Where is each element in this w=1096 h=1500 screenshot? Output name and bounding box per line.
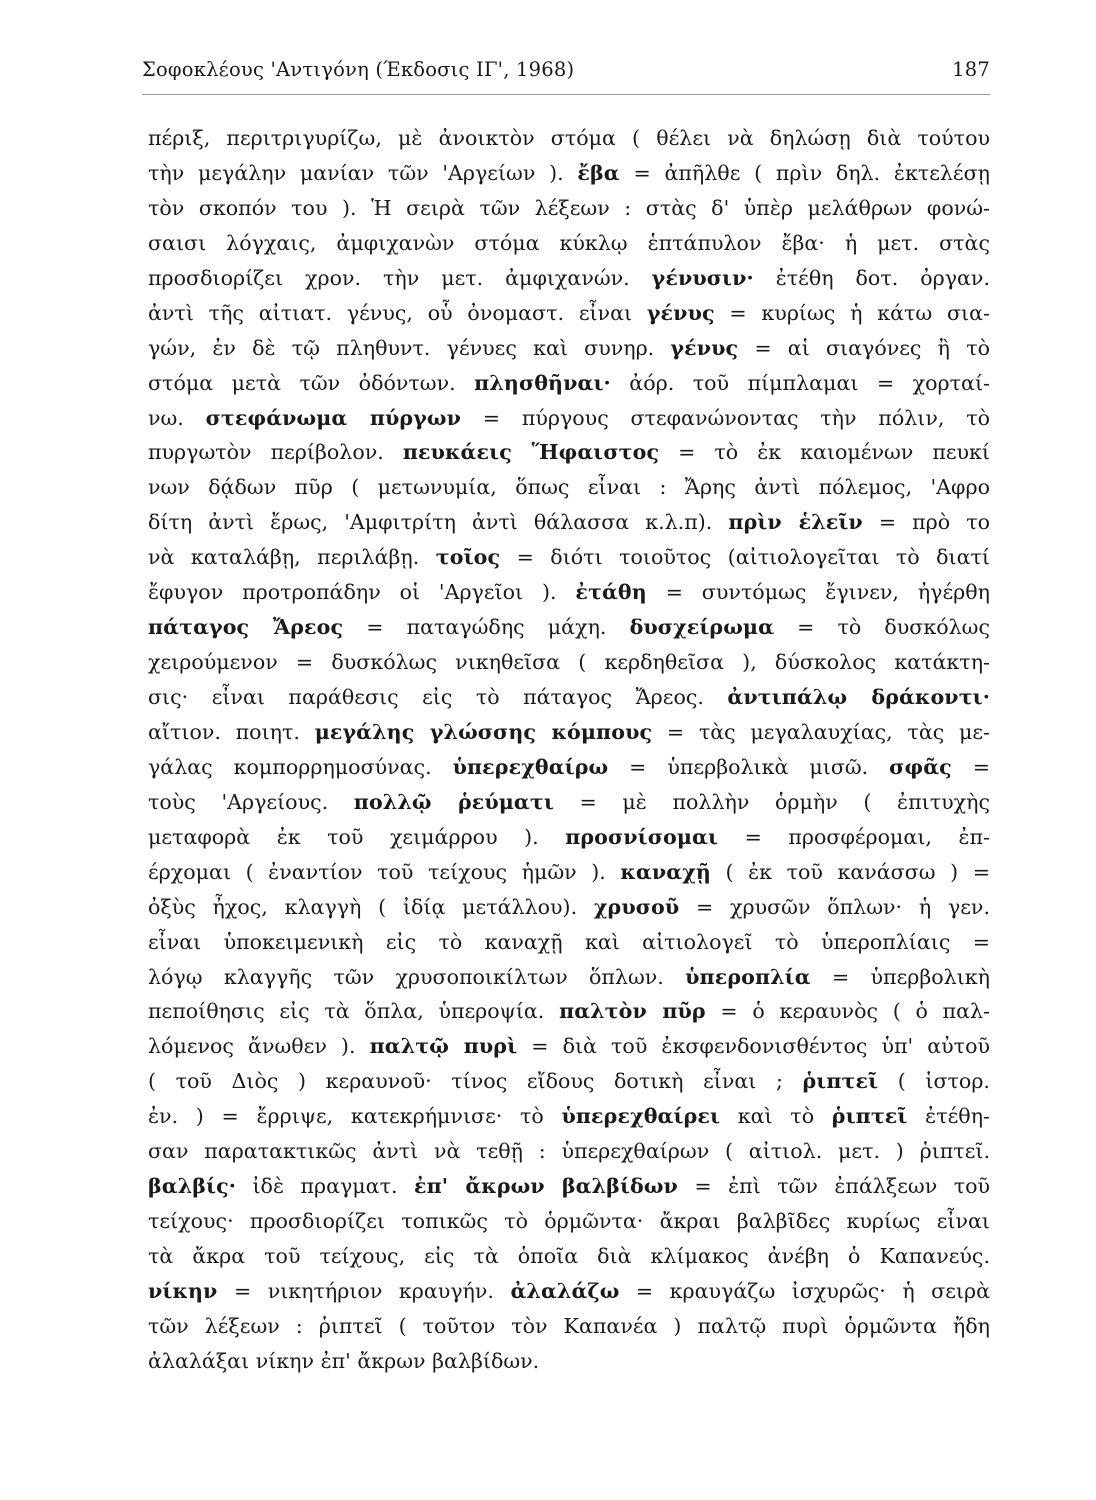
text-line (148, 855, 990, 890)
commentary-run: καὶ τὸ (720, 1104, 832, 1129)
commentary-run: ἰδὲ πραγματ. (236, 1174, 414, 1199)
lemma-term: πευκάεις Ἥφαιστος (402, 440, 660, 465)
commentary-run: = αἱ σιαγόνες ἢ τὸ (738, 335, 990, 360)
commentary-run: λόμενος ἄνωθεν ). (148, 1034, 370, 1059)
lemma-term: γένυσιν· (651, 265, 754, 290)
lemma-term: ὑπερεχθαίρω (452, 754, 609, 779)
text-line (148, 1204, 990, 1239)
commentary-run: = κραυγάζω ἰσχυρῶς· ἡ σειρὰ (619, 1278, 990, 1303)
lemma-term: γένυς (670, 335, 739, 360)
text-line (148, 540, 990, 575)
commentary-run: τείχους· προσδιορίζει τοπικῶς τὸ ὁρμῶντα· ἄκραι βαλβῖδες κυρίως εἶναι (148, 1209, 990, 1234)
text-line (148, 1029, 990, 1064)
commentary-run: ἐτέθη δοτ. ὀργαν. (753, 265, 990, 290)
commentary-run: νὰ καταλάβῃ, περιλάβῃ. (148, 545, 436, 570)
text-line (148, 925, 990, 960)
text-line (148, 435, 990, 470)
commentary-run: ἀντὶ τῆς αἰτιατ. γένυς, οὗ ὀνομαστ. εἶναι (148, 300, 647, 325)
text-line (148, 261, 990, 296)
lemma-term: πρὶν ἑλεῖν (728, 510, 863, 535)
text-line (148, 156, 990, 191)
commentary-run: ὀξὺς ἦχος, κλαγγὴ ( ἰδίᾳ μετάλλου). (148, 894, 594, 919)
commentary-run: = κυρίως ἡ κάτω σια- (714, 300, 991, 325)
commentary-run: ( ἐκ τοῦ κανάσσω ) = (710, 859, 990, 884)
text-line (148, 820, 990, 855)
commentary-run: ἀλαλάξαι νίκην ἐπ' ἄκρων βαλβίδων. (148, 1348, 540, 1373)
commentary-run: πέριξ, περιτριγυρίζω, μὲ ἀνοικτὸν στόμα ( θέλει νὰ δηλώσῃ διὰ τούτου (148, 126, 990, 150)
lemma-term: δυσχείρωμα (629, 615, 775, 640)
lemma-term: γένυς (646, 300, 715, 325)
lemma-term: ῥιπτεῖ (802, 1069, 879, 1094)
lemma-term: ἐτάθη (575, 580, 647, 605)
lemma-term: βαλβίς· (148, 1174, 237, 1199)
lemma-term: χρυσοῦ (593, 894, 680, 919)
commentary-text (148, 121, 990, 1379)
commentary-run: = χρυσῶν ὅπλων· ἡ γεν. (679, 894, 990, 919)
lemma-term: ἀλαλάζω (510, 1278, 620, 1303)
text-line (148, 1309, 990, 1344)
text-line (148, 1134, 990, 1169)
commentary-run: τὰ ἄκρα τοῦ τείχους, εἰς τὰ ὁποῖα διὰ κλίμακος ἀνέβη ὁ Καπανεύς. (148, 1244, 990, 1268)
commentary-run: μεταφορὰ ἐκ τοῦ χειμάρρου ). (148, 824, 566, 849)
commentary-run: γάλας κομπορρημοσύνας. (148, 754, 453, 779)
lemma-term: ἀντιπάλῳ δράκοντι· (727, 685, 990, 709)
page-number: 187 (952, 58, 990, 81)
commentary-run: ( τοῦ Διὸς ) κεραυνοῦ· τίνος εἴδους δοτικὴ εἶναι ; (148, 1069, 803, 1094)
commentary-run: σις· εἶναι παράθεσις εἰς τὸ πάταγος Ἄρεος. (148, 685, 728, 709)
commentary-run: χειρούμενον = δυσκόλως νικηθεῖσα ( κερδηθεῖσα ), δύσκολος κατάκτη- (148, 650, 990, 675)
text-line (148, 994, 990, 1029)
commentary-run: έρχομαι ( ἐναντίον τοῦ τείχους ἡμῶν ). (148, 859, 621, 884)
text-line (148, 610, 990, 645)
text-line (148, 366, 990, 401)
commentary-run: λόγῳ κλαγγῆς τῶν χρυσοποικίλτων ὅπλων. (148, 964, 686, 989)
lemma-term: ἔβα (577, 160, 620, 185)
text-line (148, 1099, 990, 1134)
lemma-term: πάταγος Ἄρεος (148, 615, 344, 640)
text-line (148, 785, 990, 820)
text-line (148, 331, 990, 366)
text-line (148, 1169, 990, 1204)
lemma-term: καναχῇ (620, 859, 711, 884)
text-line (148, 1344, 990, 1379)
lemma-term: στεφάνωμα πύργων (205, 405, 462, 430)
commentary-run: νω. (148, 405, 206, 430)
text-line (148, 645, 990, 680)
commentary-run: ( ἱστορ. (878, 1069, 990, 1094)
commentary-run: = ὁ κεραυνὸς ( ὁ παλ- (705, 999, 990, 1024)
text-line (148, 121, 990, 156)
text-line (148, 575, 990, 610)
commentary-run: ἔφυγον προτροπάδην οἱ 'Αργεῖοι ). (148, 580, 576, 605)
commentary-run: = μὲ πολλὴν ὁρμὴν ( ἐπιτυχὴς (553, 789, 990, 814)
commentary-run: = πρὸ το (862, 510, 990, 535)
text-line (148, 296, 990, 331)
text-line (148, 470, 990, 505)
lemma-term: πολλῷ ῥεύματι (353, 789, 554, 814)
commentary-run: = ἐπὶ τῶν ἐπάλξεων τοῦ (677, 1174, 991, 1199)
lemma-term: τοῖος (435, 545, 501, 570)
commentary-run: = νικητήριον κραυγήν. (217, 1278, 511, 1303)
commentary-run: προσδιορίζει χρον. τὴν μετ. ἀμφιχανών. (148, 265, 652, 290)
text-line (148, 750, 990, 785)
commentary-run: ἐτέθη- (907, 1104, 990, 1129)
commentary-run: δίτη ἀντὶ ἔρως, 'Αμφιτρίτη ἀντὶ θάλασσα κ.λ.π). (148, 510, 729, 535)
commentary-run: νων δᾴδων πῦρ ( μετωνυμία, ὅπως εἶναι : Ἄρης ἀντὶ πόλεμος, 'Αφρο (148, 475, 990, 500)
commentary-run: αἴτιον. ποιητ. (148, 719, 315, 744)
running-head-title: Σοφοκλέους 'Αντιγόνη (Έκδοσις ΙΓ', 1968) (142, 58, 575, 81)
commentary-run: = ὑπερβολικὰ μισῶ. (608, 754, 890, 779)
commentary-run: ἐν. ) = ἔρριψε, κατεκρήμνισε· τὸ (148, 1104, 562, 1129)
commentary-run: = διότι τοιοῦτος (αἰτιολογεῖται τὸ διατί (500, 545, 990, 570)
text-line (148, 715, 990, 750)
commentary-run: τὴν μεγάλην μανίαν τῶν 'Αργείων ). (148, 160, 578, 185)
lemma-term: μεγάλης γλώσσης κόμπους (314, 719, 653, 744)
commentary-run: = (951, 754, 990, 779)
text-line (148, 1239, 990, 1274)
text-line (148, 960, 990, 995)
commentary-run: = ἀπῆλθε ( πρὶν δηλ. ἐκτελέσῃ (619, 160, 990, 185)
commentary-run: = συντόμως ἔγινεν, ἠγέρθη (646, 580, 990, 605)
text-line (148, 191, 990, 226)
commentary-run: πυργωτὸν περίβολον. (148, 440, 403, 465)
lemma-term: ὑπεροπλία (685, 964, 811, 989)
text-line (148, 401, 990, 436)
header-rule (142, 94, 990, 95)
commentary-run: εἶναι ὑποκειμενικὴ εἰς τὸ καναχῇ καὶ αἰτιολογεῖ τὸ ὑπεροπλίαις = (148, 929, 990, 954)
text-line (148, 1064, 990, 1099)
commentary-run: = ὑπερβολικὴ (810, 964, 990, 989)
commentary-run: ἀόρ. τοῦ πίμπλαμαι = χορταί- (610, 370, 990, 395)
lemma-term: πλησθῆναι· (474, 370, 611, 395)
lemma-term: ὑπερεχθαίρει (561, 1104, 721, 1129)
lemma-term: παλτὸν πῦρ (559, 999, 706, 1024)
text-line (148, 890, 990, 925)
commentary-run: = διὰ τοῦ ἐκσφενδονισθέντος ὑπ' αὐτοῦ (517, 1034, 990, 1059)
lemma-term: ἐπ' ἄκρων βαλβίδων (413, 1174, 678, 1199)
commentary-run: τοὺς 'Αργείους. (148, 789, 354, 814)
lemma-term: παλτῷ πυρὶ (369, 1034, 518, 1059)
lemma-term: σφᾶς (889, 754, 952, 779)
commentary-run: σαισι λόγχαις, ἀμφιχανὼν στόμα κύκλῳ ἑπτάπυλον ἔβα· ἡ μετ. στὰς (148, 230, 990, 255)
commentary-run: = πύργους στεφανώνοντας τὴν πόλιν, τὸ (461, 405, 990, 430)
text-line (148, 226, 990, 261)
commentary-run: σαν παρατακτικῶς ἀντὶ νὰ τεθῇ : ὑπερεχθαίρων ( αἰτιολ. μετ. ) ῥιπτεῖ. (148, 1139, 990, 1164)
commentary-run: = τὸ ἐκ καιομένων πευκί (659, 440, 990, 465)
text-line (148, 505, 990, 540)
commentary-run: πεποίθησις εἰς τὰ ὅπλα, ὑπεροψία. (148, 999, 560, 1024)
commentary-run: = παταγώδης μάχη. (343, 615, 630, 640)
commentary-run: στόμα μετὰ τῶν ὀδόντων. (148, 370, 475, 395)
lemma-term: προσνίσομαι (565, 824, 719, 849)
text-line (148, 680, 990, 715)
commentary-run: τῶν λέξεων : ῥιπτεῖ ( τοῦτον τὸν Καπανέα ) παλτῷ πυρὶ ὁρμῶντα ἤδη (148, 1313, 990, 1338)
commentary-run: = τὸ δυσκόλως (774, 615, 990, 640)
running-head (142, 58, 990, 88)
commentary-run: = προσφέρομαι, ἐπ- (718, 824, 990, 849)
lemma-term: ῥιπτεῖ (831, 1104, 908, 1129)
commentary-run: = τὰς μεγαλαυχίας, τὰς με- (652, 719, 991, 744)
commentary-run: γών, ἐν δὲ τῷ πληθυντ. γένυες καὶ συνηρ. (148, 335, 671, 360)
commentary-run: τὸν σκοπόν του ). Ἡ σειρὰ τῶν λέξεων : στὰς δ' ὑπὲρ μελάθρων φονώ- (148, 195, 990, 220)
lemma-term: νίκην (148, 1278, 218, 1303)
text-line (148, 1274, 990, 1309)
